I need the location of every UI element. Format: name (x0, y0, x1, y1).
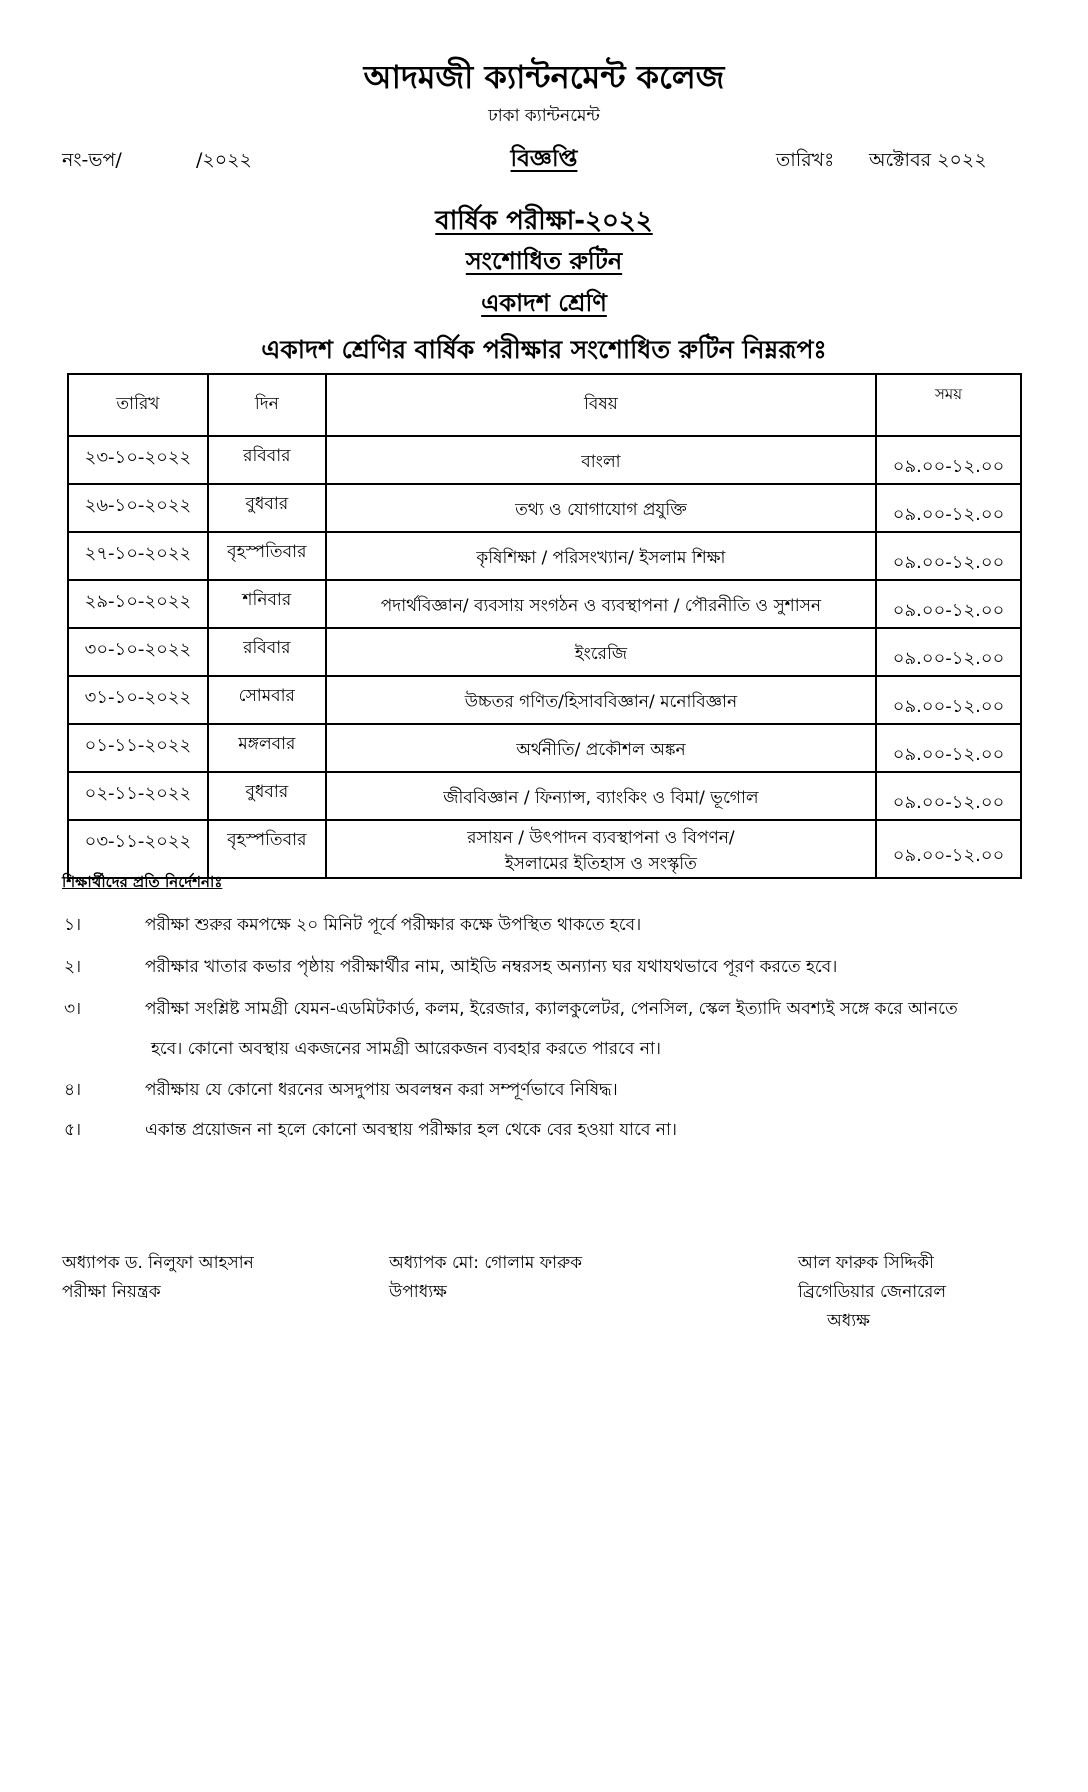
row-time: ০৯.০০-১২.০০ (876, 580, 1021, 628)
row-day: বৃহস্পতিবার (208, 532, 326, 580)
row-subject-line: তথ্য ও যোগাযোগ প্রযুক্তি (515, 500, 687, 520)
row-subject (326, 628, 876, 676)
exam-heading-wrap (0, 200, 1088, 244)
instruction-text: একান্ত প্রয়োজন না হলে কোনো অবস্থায় পরীক্ষার হল থেকে বের হওয়া যাবে না। (145, 1120, 677, 1140)
memo-number: নং-ভপ/ (62, 149, 122, 171)
signature-rank: ব্রিগেডিয়ার জেনারেল (798, 1282, 947, 1302)
revised-heading-wrap (0, 243, 1088, 283)
row-day: রবিবার (208, 628, 326, 676)
row-time: ০৯.০০-১২.০০ (876, 820, 1021, 878)
instruction-number: ১। (64, 915, 82, 935)
college-name: আদমজী ক্যান্টনমেন্ট কলেজ (363, 58, 725, 96)
row-subject-line: রসায়ন / উৎপাদন ব্যবস্থাপনা ও বিপণন/ (467, 828, 735, 848)
signature-designation: পরীক্ষা নিয়ন্ত্রক (62, 1282, 161, 1302)
row-date: ৩০-১০-২০২২ (68, 628, 208, 676)
row-time: ০৯.০০-১২.০০ (876, 628, 1021, 676)
row-subject-line: উচ্চতর গণিত/হিসাববিজ্ঞান/ মনোবিজ্ঞান (464, 692, 738, 712)
instruction-number: ২। (64, 957, 82, 977)
table-row (68, 532, 1021, 580)
row-subject (326, 532, 876, 580)
row-date: ৩১-১০-২০২২ (68, 676, 208, 724)
row-day: শনিবার (208, 580, 326, 628)
row-date: ২৯-১০-২০২২ (68, 580, 208, 628)
signature-name: অধ্যাপক মো: গোলাম ফারুক (389, 1253, 583, 1273)
table-row (68, 724, 1021, 772)
table-row (68, 820, 1021, 878)
header-subject: বিষয় (326, 374, 876, 436)
table-row (68, 484, 1021, 532)
row-day: সোমবার (208, 676, 326, 724)
row-day: বুধবার (208, 772, 326, 820)
class-heading: একাদশ শ্রেণি (481, 289, 607, 317)
routine-table (67, 373, 1022, 879)
row-time: ০৯.০০-১২.০০ (876, 772, 1021, 820)
table-row (68, 676, 1021, 724)
row-day: বুধবার (208, 484, 326, 532)
date-label: তারিখঃ (776, 149, 835, 171)
signature-designation: অধ্যক্ষ (827, 1311, 870, 1331)
header-time: সময় (876, 374, 1021, 436)
signature-name: অধ্যাপক ড. নিলুফা আহসান (62, 1253, 254, 1273)
row-date: ২৭-১০-২০২২ (68, 532, 208, 580)
signature-designation: উপাধ্যক্ষ (389, 1282, 447, 1302)
row-day: বৃহস্পতিবার (208, 820, 326, 878)
row-subject (326, 484, 876, 532)
row-subject (326, 580, 876, 628)
row-time: ০৯.০০-১২.০০ (876, 532, 1021, 580)
row-subject (326, 676, 876, 724)
row-subject-line: পদার্থবিজ্ঞান/ ব্যবসায় সংগঠন ও ব্যবস্থাপনা / পৌরনীতি ও সুশাসন (380, 596, 822, 616)
class-heading-wrap (0, 285, 1088, 325)
row-subject-line: ইসলামের ইতিহাস ও সংস্কৃতি (504, 854, 697, 874)
row-date: ২৩-১০-২০২২ (68, 436, 208, 484)
instruction-text: পরীক্ষা সংশ্লিষ্ট সামগ্রী যেমন-এডমিটকার্ড, কলম, ইরেজার, ক্যালকুলেটর, পেনসিল, স্কেল ইত্যাদি অবশ্যই সঙ্গে করে আনতে (145, 999, 958, 1019)
instructions-title: শিক্ষার্থীদের প্রতি নির্দেশনাঃ (62, 873, 223, 891)
row-subject-line: বাংলা (581, 452, 621, 472)
row-time: ০৯.০০-১২.০০ (876, 724, 1021, 772)
signature-name: আল ফারুক সিদ্দিকী (798, 1253, 934, 1273)
table-row (68, 436, 1021, 484)
instruction-text: পরীক্ষা শুরুর কমপক্ষে ২০ মিনিট পূর্বে পরীক্ষার কক্ষে উপস্থিত থাকতে হবে। (145, 915, 642, 935)
row-date: ২৬-১০-২০২২ (68, 484, 208, 532)
row-subject (326, 436, 876, 484)
row-subject-line: ইংরেজি (574, 644, 628, 664)
row-subject-line: অর্থনীতি/ প্রকৌশল অঙ্কন (516, 740, 686, 760)
row-subject (326, 724, 876, 772)
table-header-row (68, 374, 1021, 436)
row-subject (326, 772, 876, 820)
revised-heading: সংশোধিত রুটিন (465, 247, 623, 275)
exam-heading: বার্ষিক পরীক্ষা-২০২২ (435, 206, 653, 236)
instruction-number: ৪। (64, 1080, 82, 1100)
row-time: ০৯.০০-১২.০০ (876, 676, 1021, 724)
row-date: ০২-১১-২০২২ (68, 772, 208, 820)
row-time: ০৯.০০-১২.০০ (876, 436, 1021, 484)
notice-label: বিজ্ঞপ্তি (510, 146, 578, 172)
row-day: মঙ্গলবার (208, 724, 326, 772)
row-subject-line: জীববিজ্ঞান / ফিন্যান্স, ব্যাংকিং ও বিমা/ ভূগোল (443, 788, 759, 808)
row-date: ০১-১১-২০২২ (68, 724, 208, 772)
row-date: ০৩-১১-২০২২ (68, 820, 208, 878)
table-row (68, 772, 1021, 820)
table-row (68, 580, 1021, 628)
row-subject-line: কৃষিশিক্ষা / পরিসংখ্যান/ ইসলাম শিক্ষা (476, 548, 726, 568)
instruction-number: ৫। (64, 1120, 82, 1140)
header-date: তারিখ (68, 374, 208, 436)
row-day: রবিবার (208, 436, 326, 484)
row-subject (326, 820, 876, 878)
date-value: অক্টোবর ২০২২ (869, 149, 987, 171)
instruction-text: পরীক্ষায় যে কোনো ধরনের অসদুপায় অবলম্বন করা সম্পূর্ণভাবে নিষিদ্ধ। (145, 1080, 618, 1100)
row-time: ০৯.০০-১২.০০ (876, 484, 1021, 532)
instruction-text: পরীক্ষার খাতার কভার পৃষ্ঠায় পরীক্ষার্থীর নাম, আইডি নম্বরসহ অন্যান্য ঘর যথাযথভাবে পূরণ করতে হবে। (145, 957, 838, 977)
memo-year: /২০২২ (196, 149, 252, 171)
table-row (68, 628, 1021, 676)
instruction-text: হবে। কোনো অবস্থায় একজনের সামগ্রী আরেকজন ব্যবহার করতে পারবে না। (151, 1039, 661, 1059)
college-location: ঢাকা ক্যান্টনমেন্ট (488, 106, 600, 126)
instruction-number: ৩। (64, 999, 82, 1019)
header-day: দিন (208, 374, 326, 436)
intro-heading: একাদশ শ্রেণির বার্ষিক পরীক্ষার সংশোধিত রুটিন নিম্নরূপঃ (261, 335, 827, 364)
